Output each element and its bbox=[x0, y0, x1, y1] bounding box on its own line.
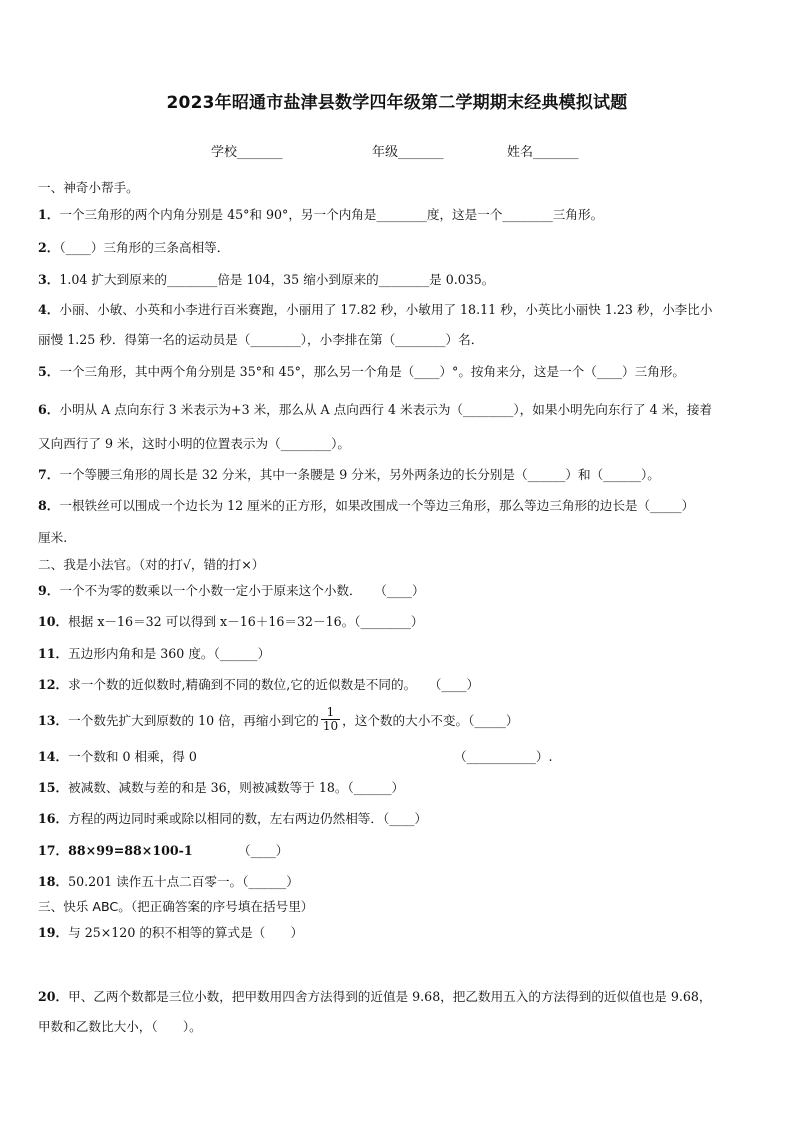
fraction-one-tenth bbox=[321, 706, 340, 733]
question-7 bbox=[38, 466, 758, 484]
question-number: 12． bbox=[38, 677, 69, 692]
name-field: 姓名_______ bbox=[507, 145, 579, 160]
question-text: 1.04 扩大到原来的________倍是 104，35 缩小到原来的________是 0.035。 bbox=[59, 272, 495, 287]
question-14 bbox=[38, 748, 758, 766]
question-text-continued: ，这个数的大小不变。（_____） bbox=[342, 713, 519, 728]
question-6-continued: 又向西行了 9 米，这时小明的位置表示为（________）。 bbox=[38, 436, 350, 451]
answer-blank: （____） bbox=[238, 843, 289, 858]
section-heading-2: 二、我是小法官。（对的打√，错的打×） bbox=[38, 557, 265, 572]
page-title: 2023年昭通市盐津县数学四年级第二学期期末经典模拟试题 bbox=[166, 93, 628, 113]
question-text: 一个三角形的两个内角分别是 45°和 90°，另一个内角是________度，这是一个________三角形。 bbox=[59, 207, 604, 222]
question-10 bbox=[38, 613, 758, 631]
question-text: 一个数先扩大到原数的 10 倍，再缩小到它的 bbox=[68, 713, 319, 728]
question-4 bbox=[38, 301, 758, 319]
question-19 bbox=[38, 924, 758, 942]
question-17 bbox=[38, 842, 758, 860]
question-text: 与 25×120 的积不相等的算式是（ ） bbox=[68, 925, 304, 940]
fraction-numerator: 1 bbox=[321, 706, 340, 720]
question-number: 18． bbox=[38, 874, 69, 889]
question-text: 50.201 读作五十点二百零一。（______） bbox=[68, 874, 299, 889]
question-18 bbox=[38, 873, 758, 891]
question-text: 小明从 A 点向东行 3 米表示为+3 米，那么从 A 点向西行 4 米表示为（________），如果小明先向东行了 4 米，接着 bbox=[59, 402, 713, 417]
answer-blank: （___________）. bbox=[454, 749, 553, 764]
question-number: 17． bbox=[38, 843, 69, 858]
question-number: 13． bbox=[38, 713, 69, 728]
question-number: 5． bbox=[38, 364, 60, 379]
question-text: （____）三角形的三条高相等． bbox=[59, 240, 230, 255]
question-number: 8． bbox=[38, 498, 60, 513]
question-number: 7． bbox=[38, 467, 60, 482]
question-number: 20． bbox=[38, 989, 69, 1004]
question-number: 10． bbox=[38, 614, 69, 629]
question-text: 被减数、减数与差的和是 36，则被减数等于 18。（______） bbox=[68, 780, 405, 795]
question-4-continued: 丽慢 1.25 秒．得第一名的运动员是（________），小李排在第（________）名． bbox=[38, 332, 484, 347]
question-2 bbox=[38, 239, 758, 257]
question-number: 15． bbox=[38, 780, 69, 795]
question-text: 小丽、小敏、小英和小李进行百米赛跑，小丽用了 17.82 秒，小敏用了 18.11 秒，小英比小丽快 1.23 秒，小李比小 bbox=[59, 302, 713, 317]
question-text: 根据 x－16＝32 可以得到 x－16＋16＝32－16。（________） bbox=[68, 614, 424, 629]
question-text: 五边形内角和是 360 度。（______） bbox=[68, 646, 271, 661]
question-5 bbox=[38, 363, 758, 381]
question-text: 88×99=88×100-1 bbox=[68, 843, 193, 858]
question-8 bbox=[38, 497, 758, 515]
question-text: 一个等腰三角形的周长是 32 分米，其中一条腰是 9 分米，另外两条边的长分别是（______）和（______）。 bbox=[59, 467, 660, 482]
question-number: 16． bbox=[38, 811, 69, 826]
question-number: 4． bbox=[38, 302, 60, 317]
question-11 bbox=[38, 645, 758, 663]
question-text: 求一个数的近似数时,精确到不同的数位,它的近似数是不同的。 （____） bbox=[68, 677, 480, 692]
question-text: 一个数和 0 相乘，得 0 bbox=[68, 749, 197, 764]
question-number: 11． bbox=[38, 646, 69, 661]
question-13 bbox=[38, 704, 758, 738]
question-number: 1． bbox=[38, 207, 60, 222]
question-number: 2． bbox=[38, 240, 60, 255]
question-20 bbox=[38, 988, 758, 1006]
question-12 bbox=[38, 676, 758, 694]
question-16 bbox=[38, 810, 758, 828]
question-15 bbox=[38, 779, 758, 797]
section-heading-1: 一、神奇小帮手。 bbox=[38, 180, 139, 195]
question-number: 14． bbox=[38, 749, 69, 764]
question-number: 9． bbox=[38, 583, 60, 598]
school-field: 学校_______ bbox=[211, 145, 283, 160]
question-text: 甲、乙两个数都是三位小数，把甲数用四舍方法得到的近值是 9.68，把乙数用五入的方法得到的近似值也是 9.68， bbox=[68, 989, 712, 1004]
grade-field: 年级_______ bbox=[372, 145, 444, 160]
question-text: 一根铁丝可以围成一个边长为 12 厘米的正方形，如果改围成一个等边三角形，那么等边三角形的边长是（_____） bbox=[59, 498, 695, 513]
question-3 bbox=[38, 271, 758, 289]
question-text: 一个不为零的数乘以一个小数一定小于原来这个小数． （____） bbox=[59, 583, 425, 598]
question-8-continued: 厘米. bbox=[38, 530, 68, 545]
question-6 bbox=[38, 401, 758, 419]
fraction-denominator: 10 bbox=[322, 719, 339, 733]
question-9 bbox=[38, 582, 758, 600]
question-20-continued: 甲数和乙数比大小，（ ）。 bbox=[38, 1019, 202, 1034]
question-number: 3． bbox=[38, 272, 60, 287]
question-number: 6． bbox=[38, 402, 60, 417]
question-number: 19． bbox=[38, 925, 69, 940]
section-heading-3: 三、快乐 ABC。（把正确答案的序号填在括号里） bbox=[38, 899, 314, 914]
question-text: 一个三角形，其中两个角分别是 35°和 45°，那么另一个角是（____）°。按角来分，这是一个（____）三角形。 bbox=[59, 364, 686, 379]
question-text: 方程的两边同时乘或除以相同的数，左右两边仍然相等．（____） bbox=[68, 811, 428, 826]
question-1 bbox=[38, 206, 758, 224]
